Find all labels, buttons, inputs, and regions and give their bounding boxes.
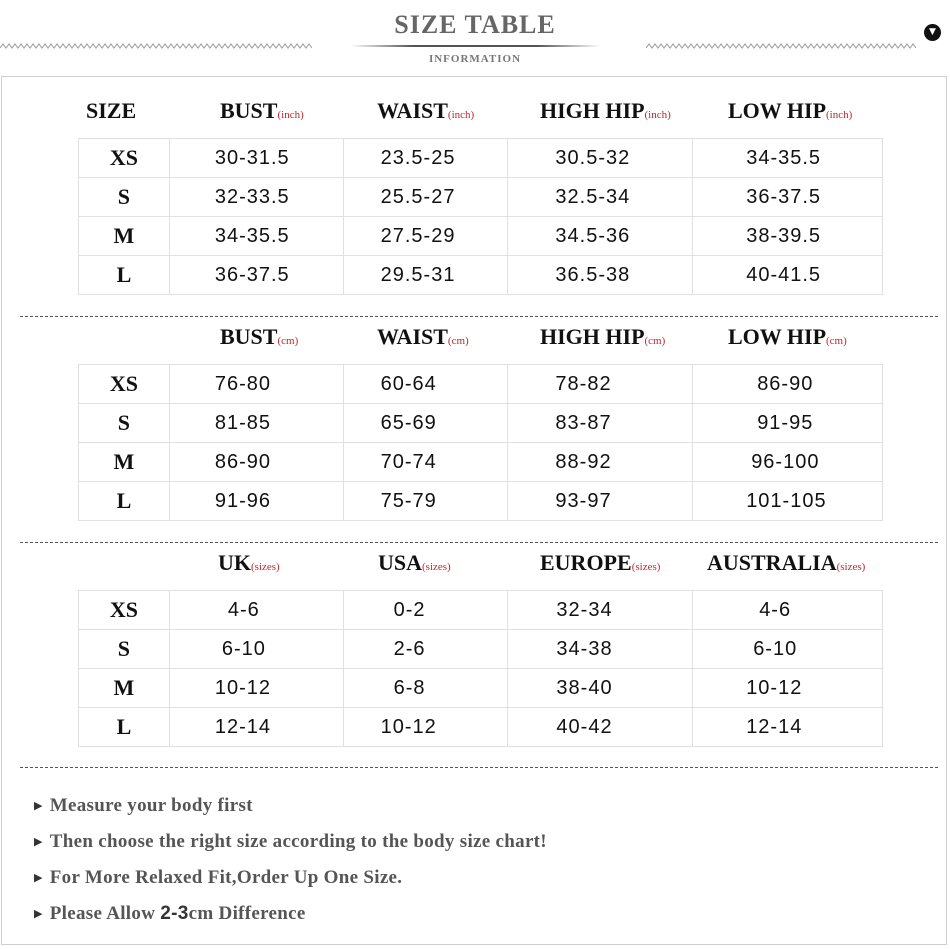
value-cell: 93-97 xyxy=(508,482,693,521)
table-row xyxy=(79,404,883,443)
value-cell: 4-6 xyxy=(693,591,883,630)
section-divider xyxy=(20,767,938,768)
value-cell: 30-31.5 xyxy=(169,139,343,178)
note-item: ▶ Measure your body first xyxy=(34,795,253,816)
note-item: ▶ For More Relaxed Fit,Order Up One Size. xyxy=(34,867,403,888)
value-cell: 12-14 xyxy=(169,708,343,747)
value-cell: 6-8 xyxy=(343,669,508,708)
value-cell: 23.5-25 xyxy=(343,139,508,178)
size-cell: M xyxy=(79,217,170,256)
header-zigzag-left xyxy=(0,43,312,49)
value-cell: 70-74 xyxy=(343,443,508,482)
column-header: WAIST(cm) xyxy=(377,324,469,349)
table-row xyxy=(79,708,883,747)
table-row xyxy=(79,178,883,217)
column-header: LOW HIP(cm) xyxy=(728,324,847,349)
size-column-label: SIZE xyxy=(86,98,137,123)
table-row xyxy=(79,256,883,295)
size-cell: M xyxy=(79,443,170,482)
page-subtitle: INFORMATION xyxy=(428,53,522,65)
value-cell: 34-35.5 xyxy=(169,217,343,256)
value-cell: 75-79 xyxy=(343,482,508,521)
size-cell: L xyxy=(79,708,170,747)
value-cell: 38-40 xyxy=(508,669,693,708)
value-cell: 34-38 xyxy=(508,630,693,669)
value-cell: 0-2 xyxy=(343,591,508,630)
note-item: ▶ Then choose the right size according to the body size chart! xyxy=(34,831,547,852)
value-cell: 91-96 xyxy=(169,482,343,521)
column-header: AUSTRALIA(sizes) xyxy=(707,550,866,575)
size-cell: XS xyxy=(79,139,170,178)
value-cell: 10-12 xyxy=(343,708,508,747)
table-row xyxy=(79,482,883,521)
triangle-right-icon: ▶ xyxy=(34,799,43,812)
table-row xyxy=(79,630,883,669)
value-cell: 32.5-34 xyxy=(508,178,693,217)
size-cell: S xyxy=(79,630,170,669)
value-cell: 27.5-29 xyxy=(343,217,508,256)
size-table-inch xyxy=(78,138,883,295)
value-cell: 38-39.5 xyxy=(693,217,883,256)
value-cell: 88-92 xyxy=(508,443,693,482)
size-cell: S xyxy=(79,404,170,443)
value-cell: 91-95 xyxy=(693,404,883,443)
value-cell: 81-85 xyxy=(169,404,343,443)
table-header-sizes xyxy=(0,550,950,580)
column-header: LOW HIP(inch) xyxy=(728,98,853,123)
triangle-right-icon: ▶ xyxy=(34,871,43,884)
table-row xyxy=(79,365,883,404)
header-zigzag-right xyxy=(646,43,916,49)
value-cell: 32-34 xyxy=(508,591,693,630)
value-cell: 4-6 xyxy=(169,591,343,630)
page-title: SIZE TABLE xyxy=(394,10,556,39)
size-cell: L xyxy=(79,256,170,295)
value-cell: 10-12 xyxy=(693,669,883,708)
value-cell: 6-10 xyxy=(693,630,883,669)
size-cell: M xyxy=(79,669,170,708)
value-cell: 36-37.5 xyxy=(169,256,343,295)
column-header: HIGH HIP(cm) xyxy=(540,324,666,349)
column-header: BUST(cm) xyxy=(220,324,299,349)
chevron-down-icon[interactable]: ▼ xyxy=(924,24,941,41)
value-cell: 101-105 xyxy=(693,482,883,521)
value-cell: 25.5-27 xyxy=(343,178,508,217)
value-cell: 86-90 xyxy=(693,365,883,404)
size-table-cm xyxy=(78,364,883,521)
value-cell: 32-33.5 xyxy=(169,178,343,217)
value-cell: 10-12 xyxy=(169,669,343,708)
value-cell: 36.5-38 xyxy=(508,256,693,295)
column-header: USA(sizes) xyxy=(378,550,451,575)
triangle-right-icon: ▶ xyxy=(34,907,43,920)
table-header-cm xyxy=(0,324,950,354)
value-cell: 76-80 xyxy=(169,365,343,404)
triangle-right-icon: ▶ xyxy=(34,835,43,848)
section-divider xyxy=(20,542,938,543)
section-divider xyxy=(20,316,938,317)
table-row xyxy=(79,139,883,178)
table-row xyxy=(79,591,883,630)
value-cell: 6-10 xyxy=(169,630,343,669)
table-row xyxy=(79,217,883,256)
note-item: ▶ Please Allow 2-3cm Difference xyxy=(34,903,306,924)
table-row xyxy=(79,443,883,482)
value-cell: 96-100 xyxy=(693,443,883,482)
value-cell: 36-37.5 xyxy=(693,178,883,217)
column-header: UK(sizes) xyxy=(218,550,280,575)
value-cell: 40-41.5 xyxy=(693,256,883,295)
value-cell: 60-64 xyxy=(343,365,508,404)
size-cell: L xyxy=(79,482,170,521)
value-cell: 2-6 xyxy=(343,630,508,669)
column-header: HIGH HIP(inch) xyxy=(540,98,671,123)
column-header: EUROPE(sizes) xyxy=(540,550,661,575)
header-rule xyxy=(350,45,600,47)
table-row xyxy=(79,669,883,708)
size-cell: XS xyxy=(79,591,170,630)
value-cell: 40-42 xyxy=(508,708,693,747)
value-cell: 65-69 xyxy=(343,404,508,443)
size-cell: S xyxy=(79,178,170,217)
column-header: WAIST(inch) xyxy=(377,98,475,123)
size-table-international xyxy=(78,590,883,747)
value-cell: 78-82 xyxy=(508,365,693,404)
value-cell: 34.5-36 xyxy=(508,217,693,256)
value-cell: 12-14 xyxy=(693,708,883,747)
value-cell: 29.5-31 xyxy=(343,256,508,295)
size-cell: XS xyxy=(79,365,170,404)
value-cell: 83-87 xyxy=(508,404,693,443)
table-header-inch xyxy=(0,98,950,128)
value-cell: 30.5-32 xyxy=(508,139,693,178)
value-cell: 34-35.5 xyxy=(693,139,883,178)
value-cell: 86-90 xyxy=(169,443,343,482)
column-header: BUST(inch) xyxy=(220,98,304,123)
